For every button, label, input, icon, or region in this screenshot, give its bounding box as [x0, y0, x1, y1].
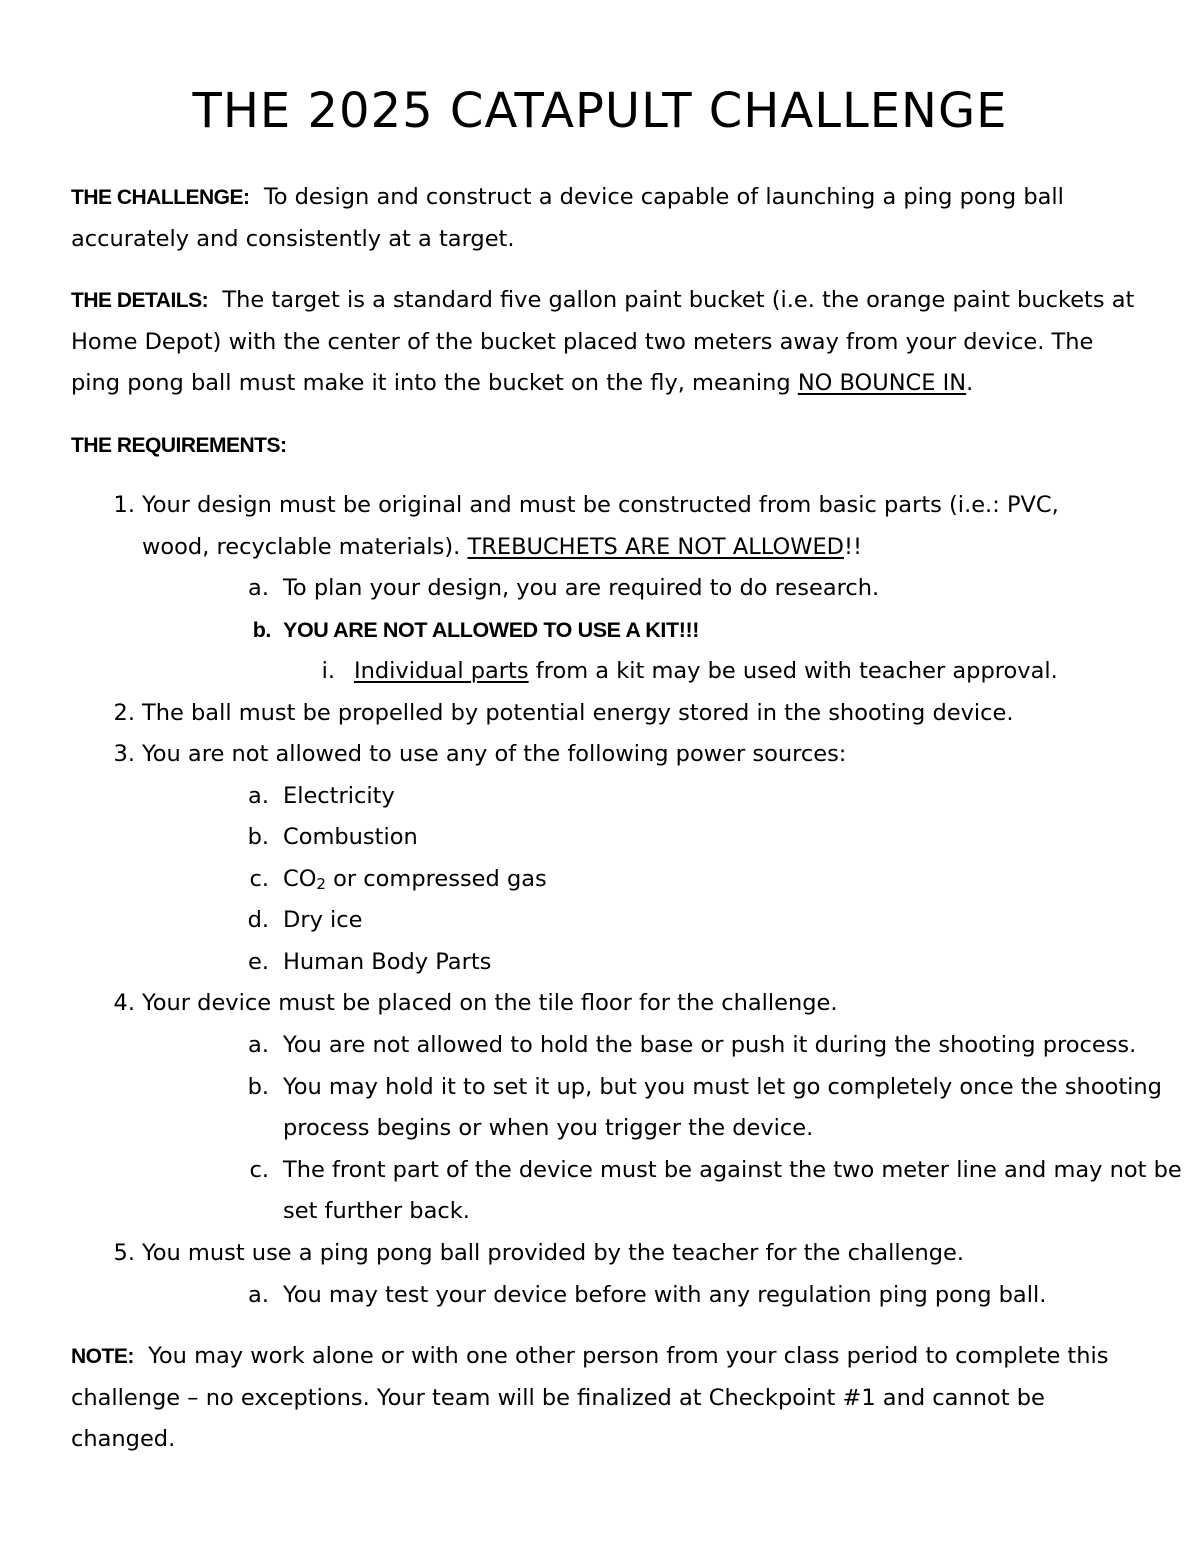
item-number: 5.	[113, 1240, 135, 1266]
item-number: 2.	[113, 700, 135, 726]
sub-item-mark: c.	[249, 866, 269, 892]
sub-item-text: You are not allowed to hold the base or push it during the shooting process.	[283, 1032, 1137, 1058]
sub-item-mark: b.	[247, 824, 269, 850]
item-text: You are not allowed to use any of the following power sources:	[142, 741, 847, 767]
details-paragraph	[71, 280, 1141, 405]
sub-item-text: Human Body Parts	[283, 949, 492, 975]
sub-item-continued	[283, 1191, 470, 1233]
sub-item-continued	[283, 1108, 813, 1150]
requirements-label: THE REQUIREMENTS:	[71, 434, 287, 457]
sub-item-text: process begins or when you trigger the device.	[283, 1115, 814, 1141]
subscript-two: 2	[316, 875, 326, 893]
sub-item-text: Combustion	[283, 824, 418, 850]
sub-item-text: CO	[283, 866, 317, 892]
item-text: The ball must be propelled by potential energy stored in the shooting device.	[142, 700, 1014, 726]
item-number: 3.	[113, 741, 135, 767]
sub-item-mark: e.	[248, 949, 269, 975]
sub-item-mark: a.	[248, 575, 269, 601]
sub-item-text: You may test your device before with any regulation ping pong ball.	[283, 1282, 1047, 1308]
challenge-paragraph	[71, 177, 1141, 260]
sub-item-mark: d.	[247, 907, 269, 933]
sub-item-mark: b.	[247, 1074, 269, 1100]
item-text: Your device must be placed on the tile floor for the challenge.	[142, 990, 838, 1016]
sub-item-text: set further back.	[283, 1198, 470, 1224]
item-text: wood, recyclable materials).	[142, 534, 468, 560]
details-label: THE DETAILS:	[71, 289, 209, 312]
sub-item-text: Electricity	[283, 783, 395, 809]
sub-sub-item-mark: i.	[321, 658, 335, 684]
item-number: 4.	[113, 990, 135, 1016]
item-text: You must use a ping pong ball provided by the teacher for the challenge.	[142, 1240, 964, 1266]
sub-item-text: Dry ice	[283, 907, 363, 933]
sub-item-mark: a.	[248, 783, 269, 809]
sub-item-text: To plan your design, you are required to do research.	[283, 575, 880, 601]
details-text: The target is a standard five gallon paint bucket (i.e. the orange paint buckets at Home Depot) with the center of the bucket placed two meters away from your device. The ping pong ball must make it into the bucket on the fly, meaning	[71, 287, 1135, 396]
challenge-label: THE CHALLENGE:	[71, 186, 250, 209]
sub-item-text: YOU ARE NOT ALLOWED TO USE A KIT!!!	[283, 618, 699, 642]
item-number: 1.	[113, 492, 135, 518]
sub-item-mark: c.	[249, 1157, 269, 1183]
sub-item-text: You may hold it to set it up, but you must let go completely once the shooting	[283, 1074, 1162, 1100]
note-text: You may work alone or with one other person from your class period to complete this challenge – no exceptions. Your team will be finalized at Checkpoint #1 and cannot be changed.	[71, 1343, 1109, 1452]
sub-item-mark: a.	[248, 1032, 269, 1058]
sub-item-mark: a.	[248, 1282, 269, 1308]
sub-item-text: or compressed gas	[325, 866, 547, 892]
details-emphasis: NO BOUNCE IN	[797, 370, 967, 396]
requirement-item-1-continued	[142, 527, 862, 569]
item-text: !!	[843, 534, 863, 560]
sub-item-mark: b.	[252, 618, 271, 642]
sub-item-text: The front part of the device must be against the two meter line and may not be	[283, 1157, 1182, 1183]
note-paragraph	[71, 1336, 1141, 1461]
trebuchets-warning: TREBUCHETS ARE NOT ALLOWED	[467, 534, 844, 560]
item-text: Your design must be original and must be constructed from basic parts (i.e.: PVC,	[142, 492, 1059, 518]
document-title: THE 2025 CATAPULT CHALLENGE	[192, 83, 1008, 139]
challenge-text: To design and construct a device capable of launching a ping pong ball accurately and consistently at a target.	[71, 184, 1064, 252]
sub-sub-item-text: from a kit may be used with teacher approval.	[528, 658, 1058, 684]
individual-parts-emphasis: Individual parts	[354, 658, 529, 684]
requirements-heading	[71, 425, 1141, 467]
details-end: .	[966, 370, 974, 396]
note-label: NOTE:	[71, 1345, 134, 1368]
